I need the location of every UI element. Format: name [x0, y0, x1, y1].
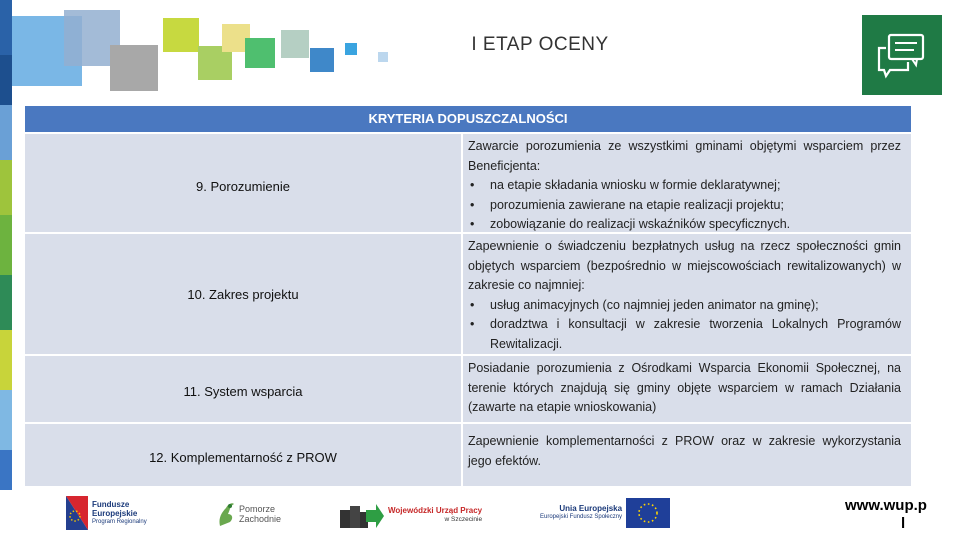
- list-item: • zobowiązanie do realizacji wskaźników specyficznych.: [468, 215, 901, 235]
- page-title: I ETAP OCENY: [471, 34, 609, 55]
- logo-line: w Szczecinie: [444, 516, 483, 523]
- description-intro: Zawarcie porozumienia ze wszystkimi gminami objętymi wsparciem przez Beneficjenta:: [468, 139, 901, 173]
- logo-line: Europejskie: [92, 508, 138, 518]
- table-row: [25, 354, 911, 422]
- logo-line: Program Regionalny: [92, 518, 147, 525]
- logo-wup: [338, 500, 482, 530]
- table-heading: KRYTERIA DOPUSZCZALNOŚCI: [25, 106, 911, 132]
- logo-line: Zachodnie: [239, 514, 282, 524]
- bullet-list: [468, 296, 901, 355]
- criterion-description: [461, 134, 911, 232]
- logo-line: Unia Europejska: [559, 504, 623, 513]
- table-row: [25, 232, 911, 354]
- table-row: [25, 422, 911, 486]
- criterion-description: Zapewnienie komplementarności z PROW oraz w zakresie wykorzystania jego efektów.: [461, 424, 911, 486]
- logo-pomorze-zachodnie: [216, 500, 281, 528]
- list-item: • doradztwa i konsultacji w zakresie tworzenia Lokalnych Programów Rewitalizacji.: [468, 315, 901, 354]
- chat-bubbles-icon: [874, 30, 930, 80]
- website-line: l: [901, 515, 906, 532]
- eu-flag-icon: [626, 498, 670, 528]
- logo-line: Wojewódzki Urząd Pracy: [388, 506, 483, 515]
- logo-line: Europejski Fundusz Społeczny: [540, 514, 623, 520]
- logo-line: Fundusze: [92, 499, 130, 509]
- logo-fundusze-europejskie: [66, 496, 147, 530]
- list-item: • usług animacyjnych (co najmniej jeden animator na gminę);: [468, 296, 901, 316]
- criterion-label: 12. Komplementarność z PROW: [149, 449, 337, 465]
- logo-line: Pomorze: [239, 504, 276, 514]
- fundusze-flag-icon: [66, 496, 88, 530]
- website-link[interactable]: [845, 497, 960, 533]
- decorative-left-strip: [0, 0, 12, 540]
- wup-arrow-icon: [338, 500, 384, 530]
- criterion-description: Posiadanie porozumienia z Ośrodkami Wsparcia Ekonomii Społecznej, na terenie których znajdują się gminy objęte wsparciem w ramach Działania (zawarte na etapie wnioskowania): [461, 356, 911, 422]
- website-line: www.wup.p: [845, 497, 927, 514]
- criterion-label: 9. Porozumienie: [196, 178, 290, 194]
- pomorze-griffin-icon: [216, 500, 236, 528]
- list-item: • porozumienia zawierane na etapie realizacji projektu;: [468, 196, 901, 216]
- footer-logos: [0, 490, 960, 540]
- criterion-label: 10. Zakres projektu: [187, 286, 299, 302]
- criteria-table: [25, 106, 911, 486]
- chat-badge: [862, 15, 942, 95]
- table-row: [25, 132, 911, 232]
- bullet-list: [468, 176, 901, 235]
- criterion-description: [461, 234, 911, 354]
- criterion-label: 11. System wsparcia: [183, 383, 303, 399]
- description-intro: Zapewnienie o świadczeniu bezpłatnych usług na rzecz społeczności gmin objętych wsparciem (bezpośrednio w miejscowościach rewitalizowanych) w zakresie co najmniej:: [468, 239, 901, 292]
- list-item: • na etapie składania wniosku w formie deklaratywnej;: [468, 176, 901, 196]
- logo-unia-europejska: [540, 498, 670, 528]
